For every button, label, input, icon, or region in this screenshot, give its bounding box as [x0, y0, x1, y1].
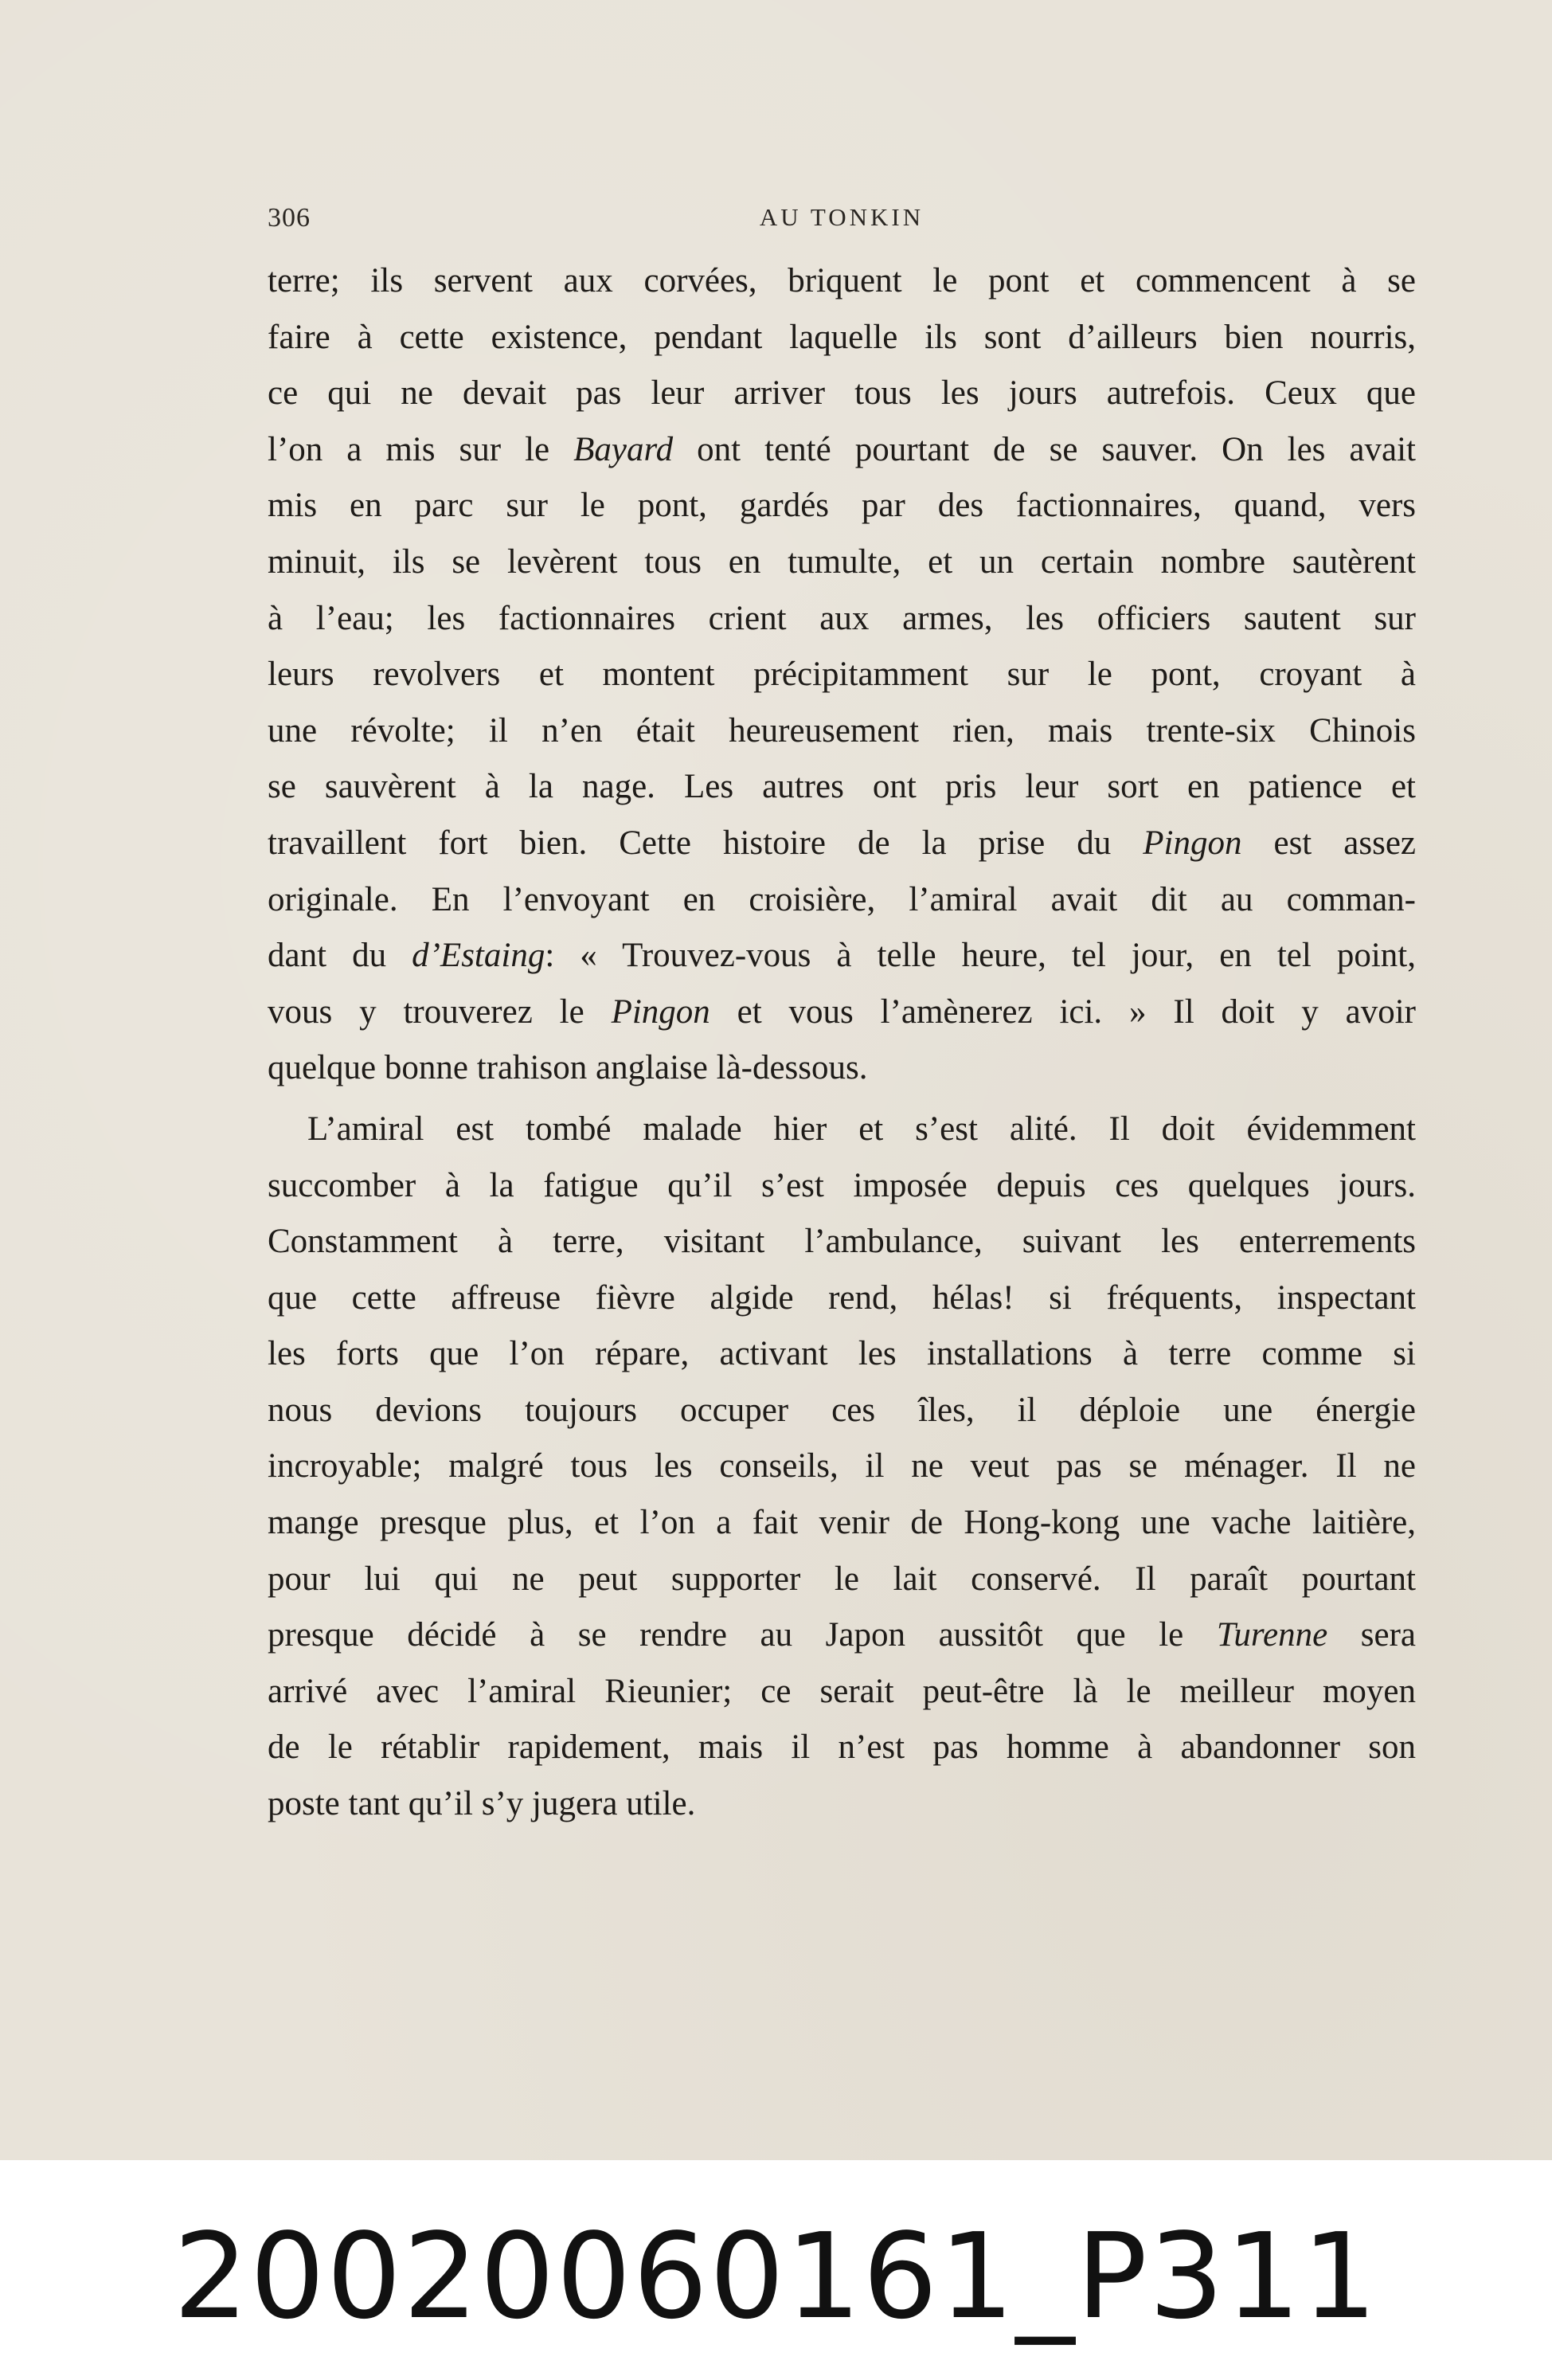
text-line: succomber à la fatigue qu’il s’est imposée depuis ces quelques jours.: [268, 1166, 1416, 1204]
text-line: arrivé avec l’amiral Rieunier; ce serait peut-être là le meilleur moyen: [268, 1672, 1416, 1710]
ship-name-italic: d’Estaing: [412, 937, 545, 975]
text-run: et vous l’amènerez ici. » Il doit y avoir: [710, 992, 1417, 1031]
text-line: de le rétablir rapidement, mais il n’est pas homme à abandonner son: [268, 1728, 1416, 1767]
text-line: [268, 816, 1416, 872]
text-line: une révolte; il n’en était heureusement rien, mais trente-six Chinois: [268, 711, 1416, 750]
text-line: L’amiral est tombé malade hier et s’est alité. Il doit évidemment: [307, 1110, 1416, 1148]
text-line: se sauvèrent à la nage. Les autres ont pris leur sort en patience et: [268, 768, 1416, 806]
text-run: est assez: [1241, 824, 1416, 862]
text-line: quelque bonne trahison anglaise là-dessous.: [268, 1049, 868, 1087]
text-line: mange presque plus, et l’on a fait venir de Hong-kong une vache laitière,: [268, 1504, 1416, 1542]
paragraph-2: [268, 1102, 1416, 1833]
ship-name-italic: Turenne: [1216, 1616, 1328, 1654]
text-line: [268, 422, 1416, 479]
text-line: nous devions toujours occuper ces îles, il déploie une énergie: [268, 1391, 1416, 1429]
text-run: : « Trouvez-vous à telle heure, tel jour, en tel point,: [545, 937, 1416, 975]
text-line: poste tant qu’il s’y jugera utile.: [268, 1785, 696, 1823]
body-text: [268, 253, 1416, 1833]
text-line: les forts que l’on répare, activant les installations à terre comme si: [268, 1335, 1416, 1373]
text-line: [268, 984, 1416, 1041]
text-run: l’on a mis sur le: [268, 430, 574, 468]
text-line: pour lui qui ne peut supporter le lait conservé. Il paraît pourtant: [268, 1560, 1416, 1598]
paragraph-1: [268, 253, 1416, 1097]
text-line: originale. En l’envoyant en croisière, l’amiral avait dit au comman-: [268, 880, 1416, 918]
ship-name-italic: Pingon: [611, 992, 710, 1031]
text-run: dant du: [268, 937, 412, 975]
page-number: 306: [268, 203, 311, 233]
text-run: presque décidé à se rendre au Japon aussitôt que le: [268, 1616, 1217, 1654]
running-title: AU TONKIN: [759, 203, 925, 231]
text-line: faire à cette existence, pendant laquelle ils sont d’ailleurs bien nourris,: [268, 318, 1416, 356]
text-line: à l’eau; les factionnaires crient aux armes, les officiers sautent sur: [268, 599, 1416, 637]
text-line: incroyable; malgré tous les conseils, il ne veut pas se ménager. Il ne: [268, 1447, 1416, 1486]
text-line: ce qui ne devait pas leur arriver tous les jours autrefois. Ceux que: [268, 374, 1416, 413]
text-line: [268, 928, 1416, 984]
text-line: [268, 1607, 1416, 1664]
text-run: sera: [1327, 1616, 1416, 1654]
text-line: leurs revolvers et montent précipitamment sur le pont, croyant à: [268, 656, 1416, 694]
text-run: ont tenté pourtant de se sauver. On les avait: [673, 430, 1416, 468]
text-line: terre; ils servent aux corvées, briquent le pont et commencent à se: [268, 262, 1416, 299]
text-line: minuit, ils se levèrent tous en tumulte, et un certain nombre sautèrent: [268, 542, 1416, 581]
text-line: mis en parc sur le pont, gardés par des factionnaires, quand, vers: [268, 487, 1416, 525]
text-line: Constamment à terre, visitant l’ambulance, suivant les enterrements: [268, 1223, 1416, 1261]
running-head: [268, 203, 1416, 243]
text-run: travaillent fort bien. Cette histoire de la prise du: [268, 824, 1143, 862]
text-line: que cette affreuse fièvre algide rend, hélas! si fréquents, inspectant: [268, 1278, 1416, 1317]
text-run: vous y trouverez le: [268, 992, 612, 1031]
ship-name-italic: Pingon: [1143, 824, 1242, 862]
ship-name-italic: Bayard: [573, 430, 674, 468]
scan-identifier: 20020060161_P311: [173, 2208, 1379, 2345]
